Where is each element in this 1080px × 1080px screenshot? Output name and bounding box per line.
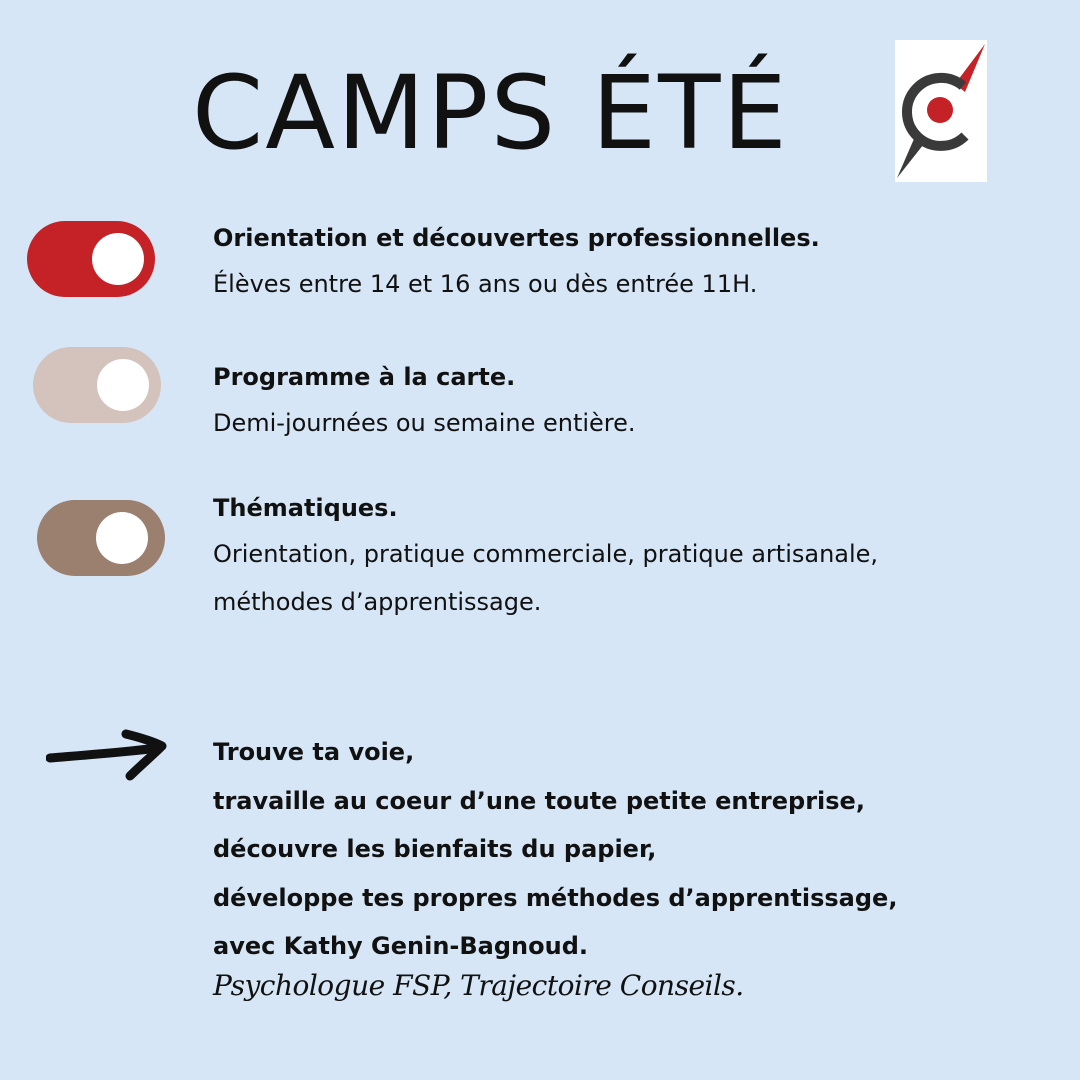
toggle-knob [92,233,144,285]
cta-line: travaille au coeur d’une toute petite entreprise, [213,786,865,815]
signature-credential: Psychologue FSP, Trajectoire Conseils. [213,969,744,1002]
feature-description [213,399,636,447]
cta-line: développe tes propres méthodes d’apprentissage, [213,883,898,912]
feature-title: Thématiques. [213,494,398,522]
page-title: CAMPS ÉTÉ [192,54,789,173]
feature-programme [213,361,636,447]
arrow-right-icon [46,724,170,784]
toggle-knob [97,359,149,411]
feature-title: Orientation et découvertes professionnelles. [213,224,820,252]
call-to-action [213,728,897,971]
feature-description-line: Demi-journées ou semaine entière. [213,409,636,437]
feature-description-line: Élèves entre 14 et 16 ans ou dès entrée 11H. [213,270,758,298]
compass-logo-icon [895,40,987,182]
feature-orientation [213,222,820,308]
cta-line: Trouve ta voie, [213,738,415,766]
toggle-switch-programme [33,347,161,423]
toggle-switch-thematiques [37,500,165,576]
feature-description [213,530,878,626]
feature-description-line: méthodes d’apprentissage. [213,588,542,616]
cta-line: découvre les bienfaits du papier, [213,835,657,863]
feature-description [213,260,820,308]
cta-line: avec Kathy Genin-Bagnoud. [213,932,589,960]
toggle-knob [96,512,148,564]
toggle-switch-orientation [27,221,155,297]
feature-thematiques [213,492,878,626]
feature-title: Programme à la carte. [213,363,516,391]
feature-description-line: Orientation, pratique commerciale, pratique artisanale, [213,540,879,568]
